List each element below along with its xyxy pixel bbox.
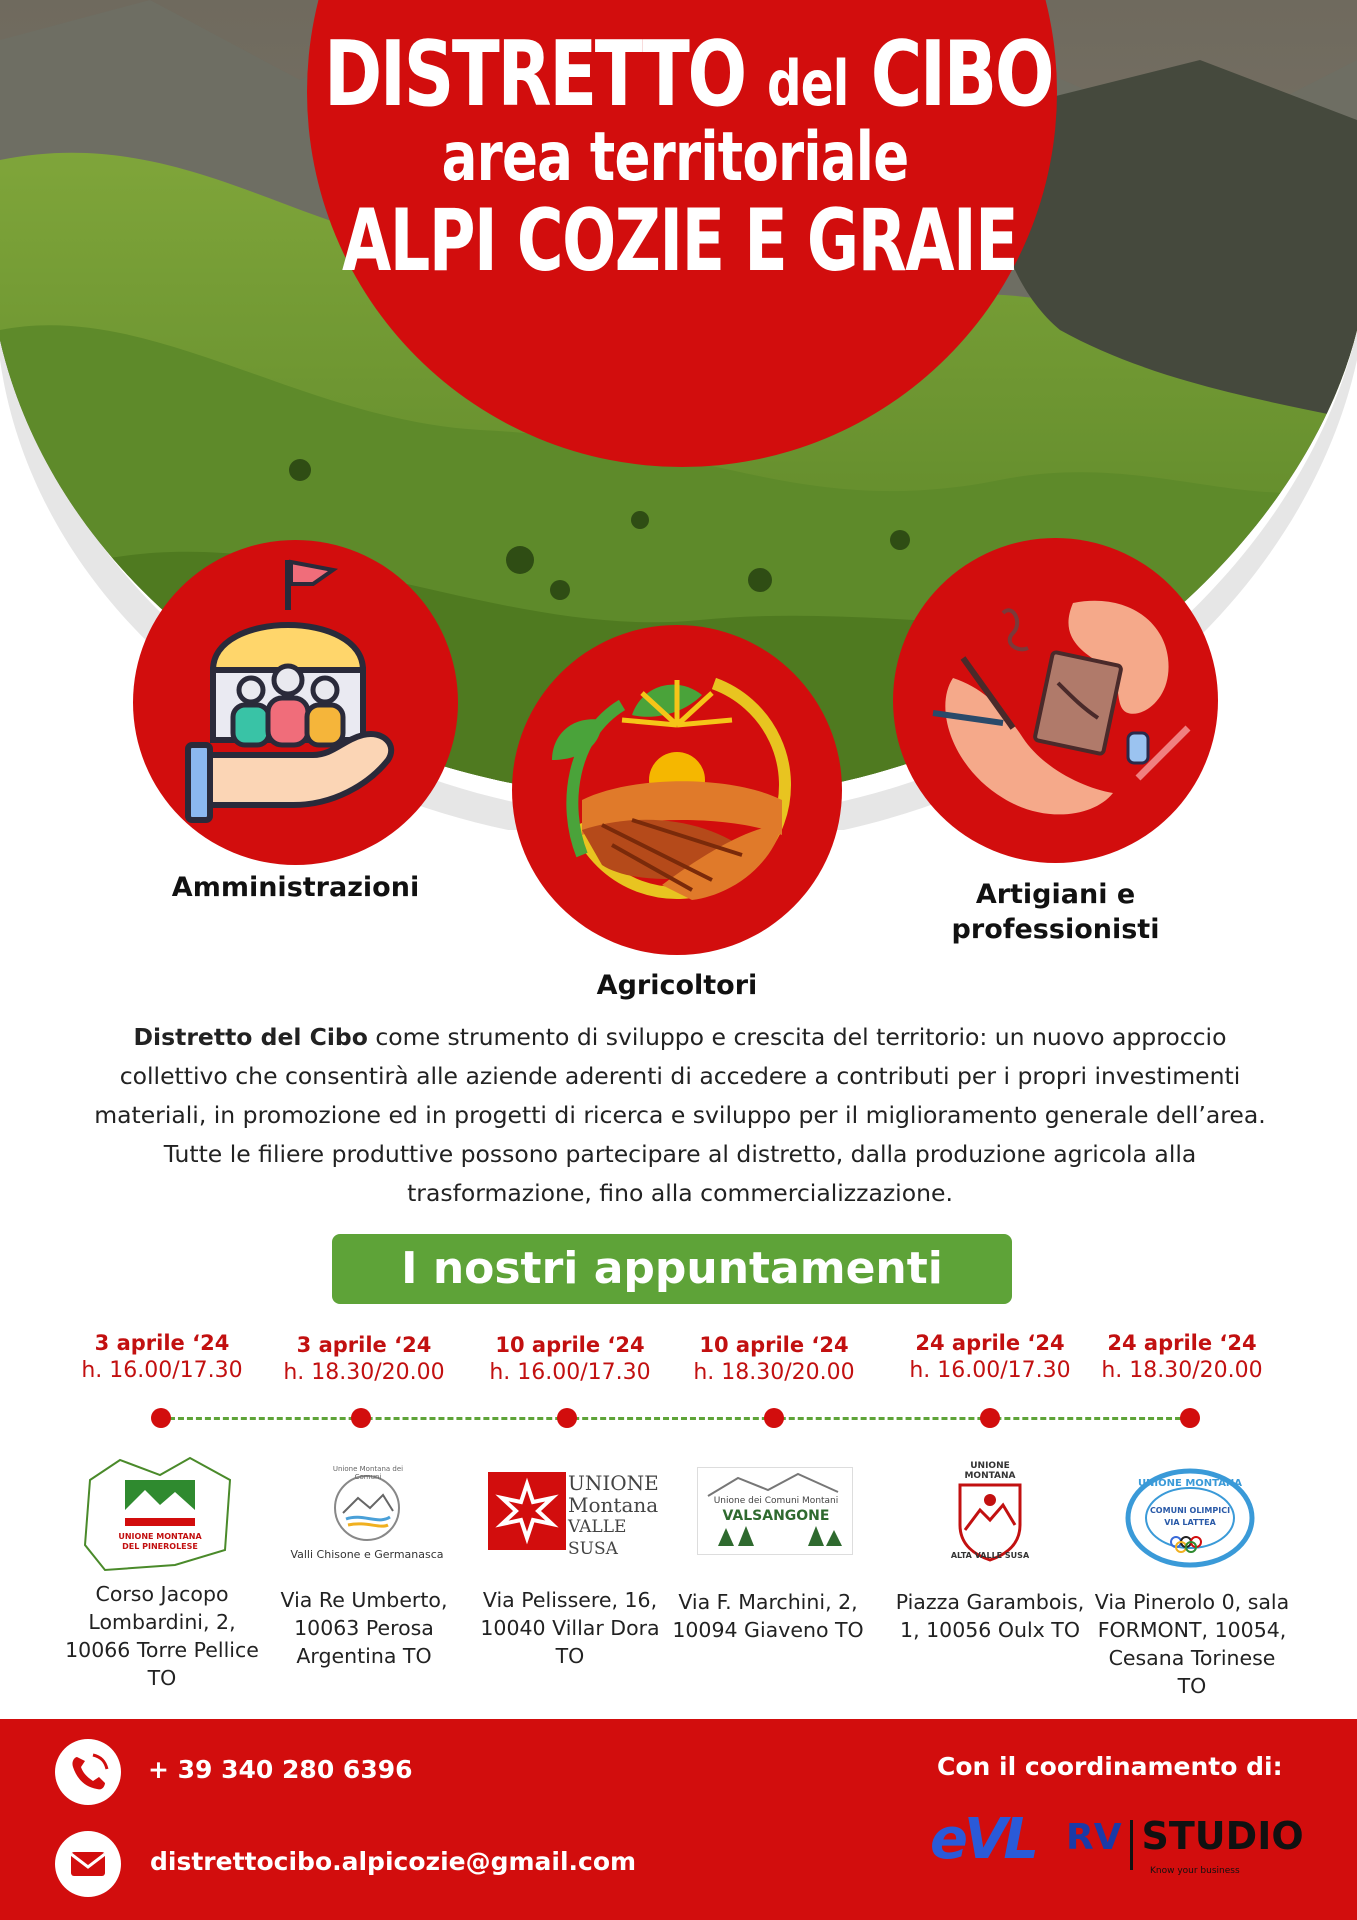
footer-coordination-label: Con il coordinamento di: <box>937 1752 1283 1781</box>
alta-valle-logo-bottom-text: ALTA VALLE SUSA <box>950 1551 1030 1560</box>
timeline-dot <box>764 1408 784 1428</box>
event-time: h. 16.00/17.30 <box>909 1358 1071 1383</box>
pinerolese-logo-mark <box>80 1450 240 1575</box>
title-word-cibo: CIBO <box>870 22 1053 127</box>
pinerolese-logo-text: UNIONE MONTANA DEL PINEROLESE <box>118 1532 202 1551</box>
title-word-del: del <box>766 47 849 120</box>
chisone-logo-arc-text: Unione Montana dei Comuni <box>332 1465 404 1481</box>
event-date: 3 aprile ‘24 <box>94 1331 230 1355</box>
footer-phone[interactable]: + 39 340 280 6396 <box>148 1755 413 1784</box>
title-line-1 <box>324 22 1053 127</box>
event-3-header <box>465 1331 675 1387</box>
event-date: 24 aprile ‘24 <box>1107 1331 1257 1355</box>
description-text: come strumento di sviluppo e crescita del territorio: un nuovo approccio collettivo che consentirà alle aziende aderenti di accedere a contributi per i propri investimenti materiali, in promozione ed in progetti di ricerca e sviluppo per il miglioramento generale dell’area. Tutte le filiere produttive possono partecipare al distretto, dalla produzione agricola alla trasformazione, fino alla commercializzazione. <box>94 1023 1266 1207</box>
logo-alta-valle-susa <box>945 1461 1035 1566</box>
valsangone-logo-small-text: Unione dei Comuni Montani <box>713 1496 839 1506</box>
event-1-header <box>57 1329 267 1385</box>
timeline-dot <box>151 1408 171 1428</box>
sun-field-sprout-icon <box>512 625 842 955</box>
event-time: h. 18.30/20.00 <box>1101 1358 1263 1383</box>
event-time: h. 16.00/17.30 <box>81 1358 243 1383</box>
valle-susa-logo-text <box>568 1472 659 1560</box>
main-title <box>225 22 1125 291</box>
event-4-address: Via F. Marchini, 2, 10094 Giaveno TO <box>672 1590 864 1642</box>
community-hand-icon <box>133 540 458 865</box>
category-label-artigiani <box>893 877 1218 947</box>
event-time: h. 18.30/20.00 <box>693 1360 855 1385</box>
event-date: 3 aprile ‘24 <box>296 1333 432 1357</box>
via-lattea-logo-mid-text-2: VIA LATTEA <box>1164 1518 1216 1527</box>
timeline-dot <box>1180 1408 1200 1428</box>
mail-icon-glyph <box>55 1831 121 1897</box>
event-4-header <box>669 1331 879 1387</box>
event-date: 10 aprile ‘24 <box>495 1333 645 1357</box>
rv-studio-logo <box>1066 1814 1316 1894</box>
title-line-3: ALPI COZIE E GRAIE <box>342 191 1018 291</box>
event-5-header <box>885 1329 1095 1385</box>
timeline-dot <box>557 1408 577 1428</box>
category-circle-artigiani <box>893 538 1218 863</box>
alta-valle-logo-top-text: UNIONE MONTANA <box>964 1461 1016 1481</box>
logo-pinerolese <box>80 1450 240 1575</box>
chisone-logo-text: Valli Chisone e Germanasca <box>290 1548 444 1561</box>
valsangone-logo-text: VALSANGONE <box>722 1508 830 1524</box>
phone-icon <box>55 1739 121 1805</box>
event-6-header <box>1077 1329 1287 1385</box>
category-circle-amministrazioni <box>133 540 458 865</box>
event-5-address: Piazza Garambois, 1, 10056 Oulx TO <box>895 1590 1085 1642</box>
via-lattea-logo-top-text: UNIONE MONTANA <box>1137 1478 1243 1489</box>
logo-valle-susa <box>488 1471 659 1559</box>
footer-email[interactable]: distrettocibo.alpicozie@gmail.com <box>150 1847 637 1876</box>
valle-susa-logo-line-2: Montana <box>568 1493 659 1517</box>
category-circle-agricoltori <box>512 625 842 955</box>
studio-logo-text: STUDIO <box>1141 1814 1304 1858</box>
phone-icon-glyph <box>55 1739 121 1805</box>
craft-hands-icon <box>893 538 1218 863</box>
event-6-address: Via Pinerolo 0, sala FORMONT, 10054, Cesana Torinese TO <box>1094 1590 1290 1698</box>
event-2-address: Via Re Umberto, 10063 Perosa Argentina TO <box>280 1588 448 1668</box>
via-lattea-logo-mid-text-1: COMUNI OLIMPICI <box>1149 1506 1231 1515</box>
title-word-distretto: DISTRETTO <box>324 22 745 127</box>
description-bold: Distretto del Cibo <box>133 1023 368 1051</box>
rv-logo-text: RV <box>1066 1817 1122 1858</box>
title-line-2: area territoriale <box>441 118 909 197</box>
event-time: h. 16.00/17.30 <box>489 1360 651 1385</box>
description-paragraph <box>80 1018 1280 1213</box>
event-date: 24 aprile ‘24 <box>915 1331 1065 1355</box>
category-label-artigiani-text: Artigiani e professionisti <box>951 879 1160 946</box>
logo-valsangone <box>697 1467 853 1555</box>
valle-susa-logo-line-3: VALLE SUSA <box>568 1517 627 1559</box>
rv-studio-divider <box>1130 1820 1133 1870</box>
valle-susa-logo-line-1: UNIONE <box>568 1471 659 1495</box>
logo-chisone-germanasca <box>288 1463 446 1568</box>
timeline-line <box>160 1417 1190 1420</box>
event-2-header <box>259 1331 469 1387</box>
valle-susa-logo-mark <box>488 1472 570 1554</box>
timeline-dot <box>980 1408 1000 1428</box>
category-label-amministrazioni: Amministrazioni <box>171 872 420 903</box>
evl-logo <box>930 1807 1040 1887</box>
appointments-banner: I nostri appuntamenti <box>332 1234 1012 1304</box>
logo-via-lattea <box>1125 1468 1255 1568</box>
footer <box>0 1719 1357 1920</box>
evl-logo-text: eVL <box>930 1807 1036 1872</box>
event-3-address: Via Pelissere, 16, 10040 Villar Dora TO <box>480 1588 660 1668</box>
event-date: 10 aprile ‘24 <box>699 1333 849 1357</box>
category-label-agricoltori: Agricoltori <box>596 970 758 1001</box>
event-1-address: Corso Jacopo Lombardini, 2, 10066 Torre Pellice TO <box>65 1582 259 1690</box>
event-time: h. 18.30/20.00 <box>283 1360 445 1385</box>
mail-icon <box>55 1831 121 1897</box>
timeline-dot <box>351 1408 371 1428</box>
rv-studio-tagline: Know your business <box>1150 1866 1240 1876</box>
